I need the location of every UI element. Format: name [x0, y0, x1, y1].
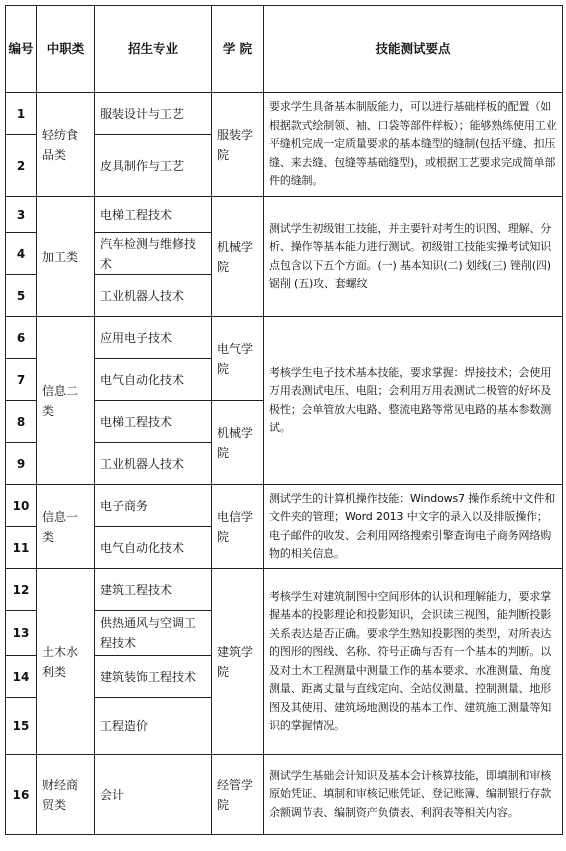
header-row — [6, 6, 563, 93]
skills-test-table — [5, 5, 563, 835]
table-row — [6, 755, 563, 835]
row-number: 4 — [6, 233, 37, 275]
row-number: 11 — [6, 527, 37, 569]
major-cell: 建筑工程技术 — [95, 569, 212, 611]
row-number: 14 — [6, 656, 37, 698]
row-number: 15 — [6, 698, 37, 755]
category-cell: 轻纺食品类 — [37, 93, 95, 197]
major-cell: 工业机器人技术 — [95, 443, 212, 485]
major-cell: 服装设计与工艺 — [95, 93, 212, 135]
category-cell: 土木水利类 — [37, 569, 95, 755]
header-major: 招生专业 — [95, 6, 212, 93]
major-cell: 电气自动化技术 — [95, 359, 212, 401]
requirements-cell: 测试学生基础会计知识及基本会计核算技能，即填制和审核原始凭证、填制和审核记账凭证、登记账簿、编制银行存款余额调节表、编制资产负债表、利润表等相关内容。 — [264, 755, 563, 835]
row-number: 2 — [6, 135, 37, 197]
college-cell: 机械学院 — [212, 197, 264, 317]
row-number: 8 — [6, 401, 37, 443]
row-number: 9 — [6, 443, 37, 485]
college-cell: 电信学院 — [212, 485, 264, 569]
major-cell: 电气自动化技术 — [95, 527, 212, 569]
table-row — [6, 317, 563, 359]
major-cell: 电梯工程技术 — [95, 401, 212, 443]
requirements-cell: 测试学生的计算机操作技能：Windows7 操作系统中文件和文件夹的管理；Word 2013 中文字的录入以及排版操作；电子邮件的收发、会利用网络搜索引擎查询电子商务网络购物的相关信息。 — [264, 485, 563, 569]
header-requirements: 技能测试要点 — [264, 6, 563, 93]
table-row — [6, 485, 563, 527]
table-row — [6, 197, 563, 233]
major-cell: 供热通风与空调工程技术 — [95, 611, 212, 656]
row-number: 3 — [6, 197, 37, 233]
row-number: 1 — [6, 93, 37, 135]
row-number: 10 — [6, 485, 37, 527]
category-cell: 加工类 — [37, 197, 95, 317]
header-college: 学 院 — [212, 6, 264, 93]
major-cell: 工程造价 — [95, 698, 212, 755]
row-number: 7 — [6, 359, 37, 401]
college-cell: 建筑学院 — [212, 569, 264, 755]
header-no: 编号 — [6, 6, 37, 93]
major-cell: 建筑装饰工程技术 — [95, 656, 212, 698]
row-number: 13 — [6, 611, 37, 656]
college-cell: 经管学院 — [212, 755, 264, 835]
requirements-cell: 考核学生电子技术基本技能，要求掌握：焊接技术；会使用万用表测试电压、电阻；会利用万用表测试二极管的好坏及极性；会单管放大电路、整流电路等常见电路的基本参数测试。 — [264, 317, 563, 485]
requirements-cell: 考核学生对建筑制图中空间形体的认识和理解能力，要求掌握基本的投影理论和投影知识，会识读三视图，能判断投影关系表达是否正确。要求学生熟知投影图的类型，对所表达的图形的图线、名称、符号正确与否有一个基本的判断。以及对土木工程测量中测量工作的基本要求、水准测量、角度测量、距离丈量与直线定向、全站仪测量、控制测量、地形图及其使用、建筑场地测设的基本工作、建筑施工测量等知识的掌握情况。 — [264, 569, 563, 755]
category-cell: 信息一类 — [37, 485, 95, 569]
requirements-cell: 测试学生初级钳工技能，并主要针对考生的识图、理解、分析、操作等基本能力进行测试。初级钳工技能实操考试知识点包含以下五个方面。(一) 基本知识(二) 划线(三) 锉削(四) 锯削 (五)攻、套螺纹 — [264, 197, 563, 317]
row-number: 5 — [6, 275, 37, 317]
category-cell: 财经商贸类 — [37, 755, 95, 835]
header-category: 中职类 — [37, 6, 95, 93]
major-cell: 电梯工程技术 — [95, 197, 212, 233]
row-number: 6 — [6, 317, 37, 359]
major-cell: 皮具制作与工艺 — [95, 135, 212, 197]
major-cell: 工业机器人技术 — [95, 275, 212, 317]
row-number: 16 — [6, 755, 37, 835]
college-cell: 电气学院 — [212, 317, 264, 401]
table-row — [6, 569, 563, 611]
category-cell: 信息二类 — [37, 317, 95, 485]
college-cell: 机械学院 — [212, 401, 264, 485]
row-number: 12 — [6, 569, 37, 611]
table-row — [6, 93, 563, 135]
major-cell: 汽车检测与维修技术 — [95, 233, 212, 275]
major-cell: 会计 — [95, 755, 212, 835]
major-cell: 应用电子技术 — [95, 317, 212, 359]
major-cell: 电子商务 — [95, 485, 212, 527]
college-cell: 服装学院 — [212, 93, 264, 197]
requirements-cell: 要求学生具备基本制版能力，可以进行基础样板的配置（如根据款式绘制领、袖、口袋等部件样板）；能够熟练使用工业平缝机完成一定质量要求的基本缝型的缝制(包括平缝、扣压缝、来去缝、包缝等基础缝型)，或根据工艺要求完成简单部件的缝制。 — [264, 93, 563, 197]
